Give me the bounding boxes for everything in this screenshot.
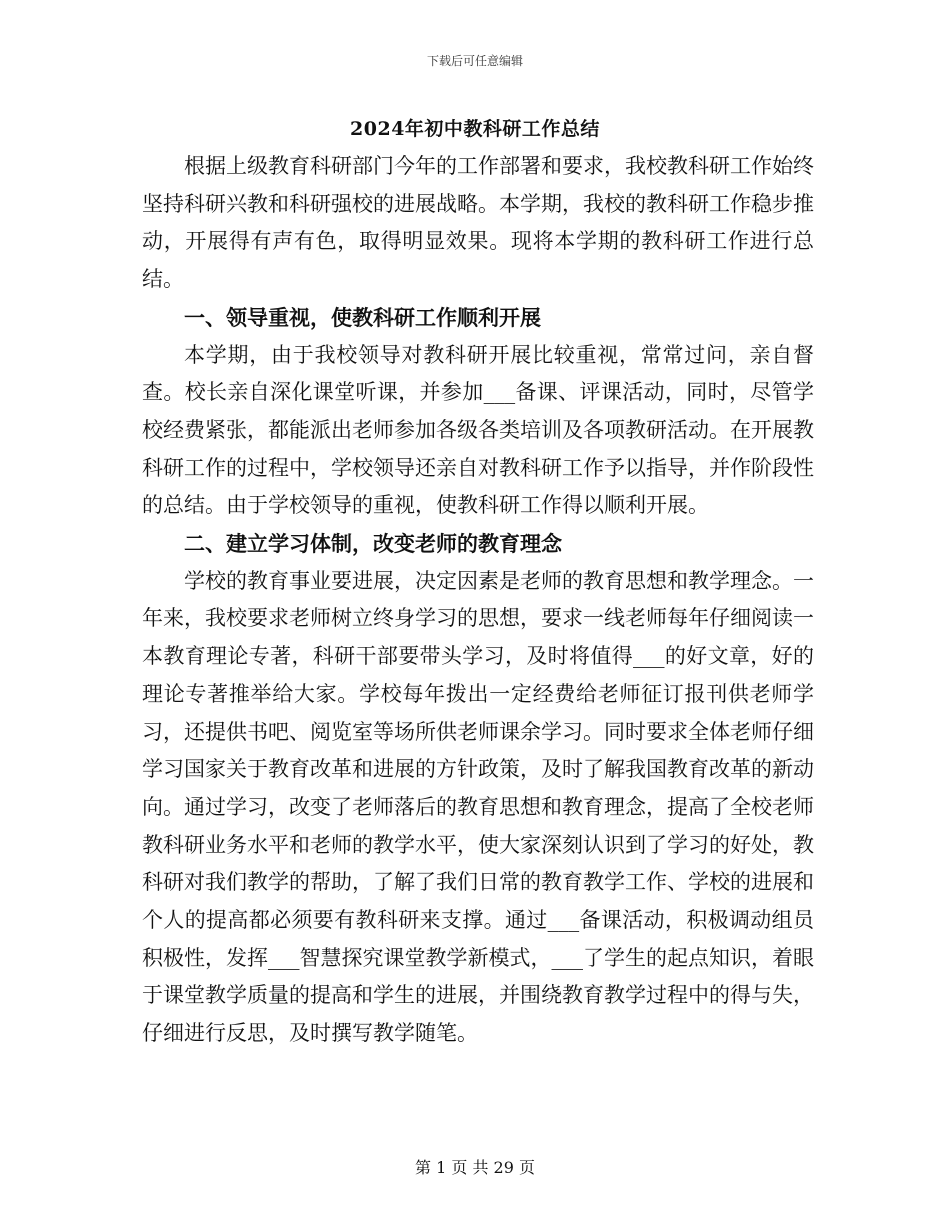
document-title: 2024年初中教科研工作总结	[350, 118, 600, 140]
intro-paragraph: 根据上级教育科研部门今年的工作部署和要求，我校教科研工作始终坚持科研兴教和科研强校的进展战略。本学期，我校的教科研工作稳步推动，开展得有声有色，取得明显效果。现将本学期的教科研工作进行总结。	[142, 154, 814, 292]
document-body	[142, 148, 814, 1053]
section-1-heading: 一、领导重视，使教科研工作顺利开展	[184, 304, 541, 330]
section-2-paragraph: 学校的教育事业要进展，决定因素是老师的教育思想和教学理念。一年来，我校要求老师树立终身学习的思想，要求一线老师每年仔细阅读一本教育理论专著，科研干部要带头学习，及时将值得___的好文章，好的理论专著推举给大家。学校每年拨出一定经费给老师征订报刊供老师学习，还提供书吧、阅览室等场所供老师课余学习。同时要求全体老师仔细学习国家关于教育改革和进展的方针政策，及时了解我国教育改革的新动向。通过学习，改变了老师落后的教育思想和教育理念，提高了全校老师教科研业务水平和老师的教学水平，使大家深刻认识到了学习的好处，教科研对我们教学的帮助，了解了我们日常的教育教学工作、学校的进展和个人的提高都必须要有教科研来支撑。通过___备课活动，积极调动组员积极性，发挥___智慧探究课堂教学新模式，___了学生的起点知识，着眼于课堂教学质量的提高和学生的进展，并围绕教育教学过程中的得与失，仔细进行反思，及时撰写教学随笔。	[142, 568, 814, 1046]
page-number: 第 1 页 共 29 页	[415, 1158, 535, 1177]
section-1-paragraph: 本学期，由于我校领导对教科研开展比较重视，常常过问，亲自督查。校长亲自深化课堂听课，并参加___备课、评课活动，同时，尽管学校经费紧张，都能派出老师参加各级各类培训及各项教研活动。在开展教科研工作的过程中，学校领导还亲自对教科研工作予以指导，并作阶段性的总结。由于学校领导的重视，使教科研工作得以顺利开展。	[142, 342, 814, 518]
page-header-note: 下载后可任意编辑	[426, 54, 523, 68]
section-2-heading: 二、建立学习体制，改变老师的教育理念	[184, 531, 562, 557]
